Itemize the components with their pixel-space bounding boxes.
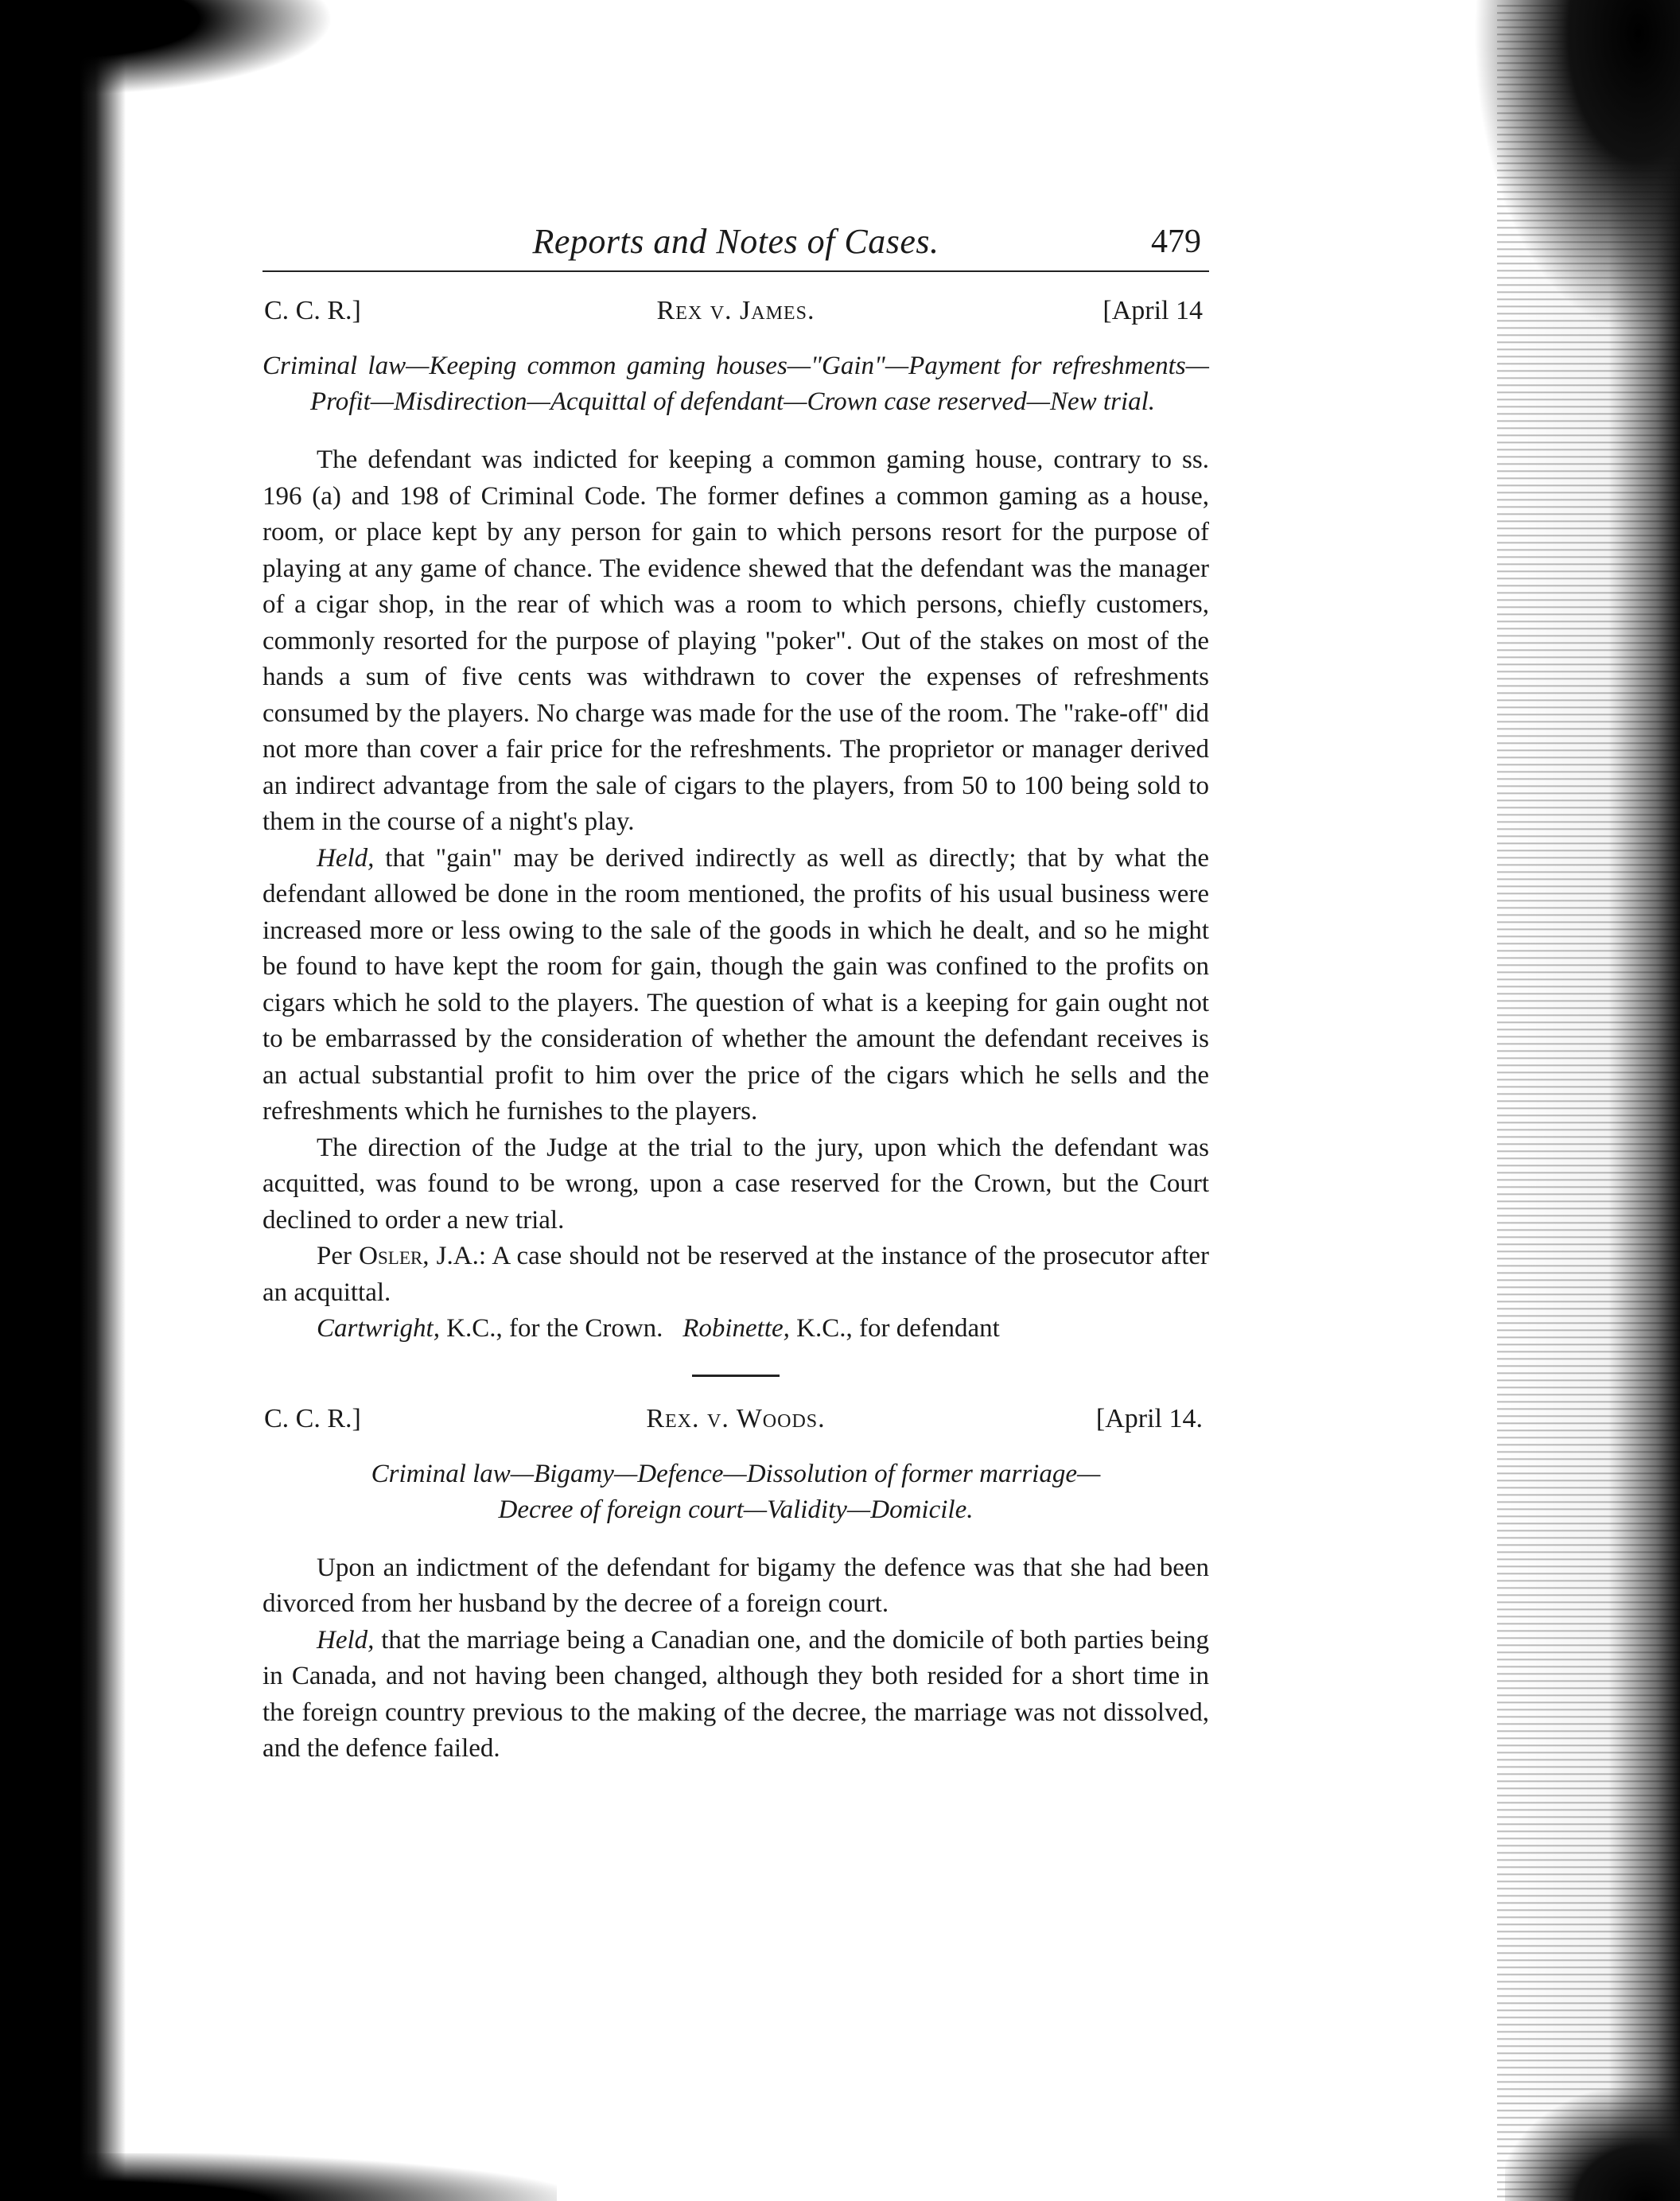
counsel-defence-text: K.C., for defendant <box>796 1314 1000 1343</box>
running-head <box>262 215 1209 272</box>
case-paragraph: The direction of the Judge at the trial to the jury, upon which the defendant was acquitted, was found to be wrong, upon a case reserved for the Crown, but the Court declined to order a new trial. <box>262 1133 1209 1235</box>
scan-smudge-right-top <box>1473 0 1680 334</box>
running-title: Reports and Notes of Cases. <box>532 222 939 261</box>
case-date: [April 14. <box>1095 1403 1203 1433</box>
case-header <box>262 296 1209 344</box>
scan-smudge-bottom <box>0 2153 557 2201</box>
headnote-line: Decree of foreign court—Validity—Domicile. <box>498 1495 974 1524</box>
held-text: that the marriage being a Canadian one, and the domicile of both parties being in Canada, and not having been changed, although they both resided for a short time in the foreign country previous to the making of the decree, the marriage was not dissolved, and the defence failed. <box>262 1625 1210 1763</box>
case-paragraph-held <box>262 841 1209 1130</box>
case-name: Rex v. James. <box>656 296 815 325</box>
held-label: Held, <box>317 843 375 873</box>
case-paragraph-held <box>262 1623 1209 1767</box>
case-divider <box>692 1375 780 1377</box>
page-number: 479 <box>1151 224 1201 260</box>
case-headnote: Criminal law—Keeping common gaming houses—"Gain"—Payment for refreshments—Profit—Misdirection—Acquittal of defendant—Crown case reserved—New trial. <box>262 352 1209 416</box>
binding-shadow <box>0 0 127 2201</box>
headnote-line: Criminal law—Bigamy—Defence—Dissolution of former marriage— <box>371 1459 1101 1488</box>
case-headnote <box>262 1456 1209 1528</box>
scan-smudge-top <box>0 0 334 95</box>
case-paragraph: The defendant was indicted for keeping a common gaming house, contrary to ss. 196 (a) and 198 of Criminal Code. The former defines a common gaming as a house, room, or place kept by any person for gain to which persons resort for the purpose of playing at any game of chance. The evidence shewed that the defendant was the manager of a cigar shop, in the rear of which was a room to which persons, chiefly customers, commonly resorted for the purpose of playing "poker". Out of the stakes on most of the hands a sum of five cents was withdrawn to cover the expenses of refreshments consumed by the players. No charge was made for the use of the room. The "rake-off" did not more than cover a fair price for the refreshments. The proprietor or manager derived an indirect advantage from the sale of cigars to the players, from 50 to 100 being sold to them in the course of a night's play. <box>262 445 1209 836</box>
counsel-crown-text: K.C., for the Crown. <box>446 1314 663 1343</box>
case-rex-v-james <box>262 296 1209 1347</box>
case-court: C. C. R.] <box>264 1403 361 1433</box>
per-text: J.A.: A case should not be reserved at the instance of the prosecutor after an acquittal. <box>262 1242 1210 1307</box>
per-judge: Osler, <box>359 1242 430 1270</box>
counsel-crown-name: Cartwright, <box>317 1314 440 1343</box>
counsel-defence-name: Robinette, <box>682 1314 790 1343</box>
page-content <box>262 215 1209 1767</box>
scan-smudge-right-bottom <box>1505 2090 1680 2201</box>
case-paragraph-per <box>262 1239 1209 1311</box>
per-label: Per <box>317 1242 352 1270</box>
case-rex-v-woods <box>262 1404 1209 1767</box>
case-header <box>262 1404 1209 1452</box>
held-text: that "gain" may be derived indirectly as well as directly; that by what the defendant allowed be done in the room mentioned, the profits of his usual business were increased more or less owing to the sale of the goods in which he dealt, and so he might be found to have kept the room for gain, though the gain was confined to the profits on cigars which he sold to the players. The question of what is a keeping for gain ought not to be embarrassed by the consideration of whether the amount the defendant receives is an actual substantial profit to him over the price of the cigars which he sells and the refreshments which he furnishes to the players. <box>262 843 1210 1126</box>
held-label: Held, <box>317 1625 375 1655</box>
case-counsel <box>262 1311 1209 1347</box>
case-paragraph: Upon an indictment of the defendant for bigamy the defence was that she had been divorced from her husband by the decree of a foreign court. <box>262 1553 1209 1618</box>
case-name: Rex. v. Woods. <box>646 1403 826 1433</box>
case-court: C. C. R.] <box>264 296 361 325</box>
case-date: [April 14 <box>1102 296 1203 325</box>
